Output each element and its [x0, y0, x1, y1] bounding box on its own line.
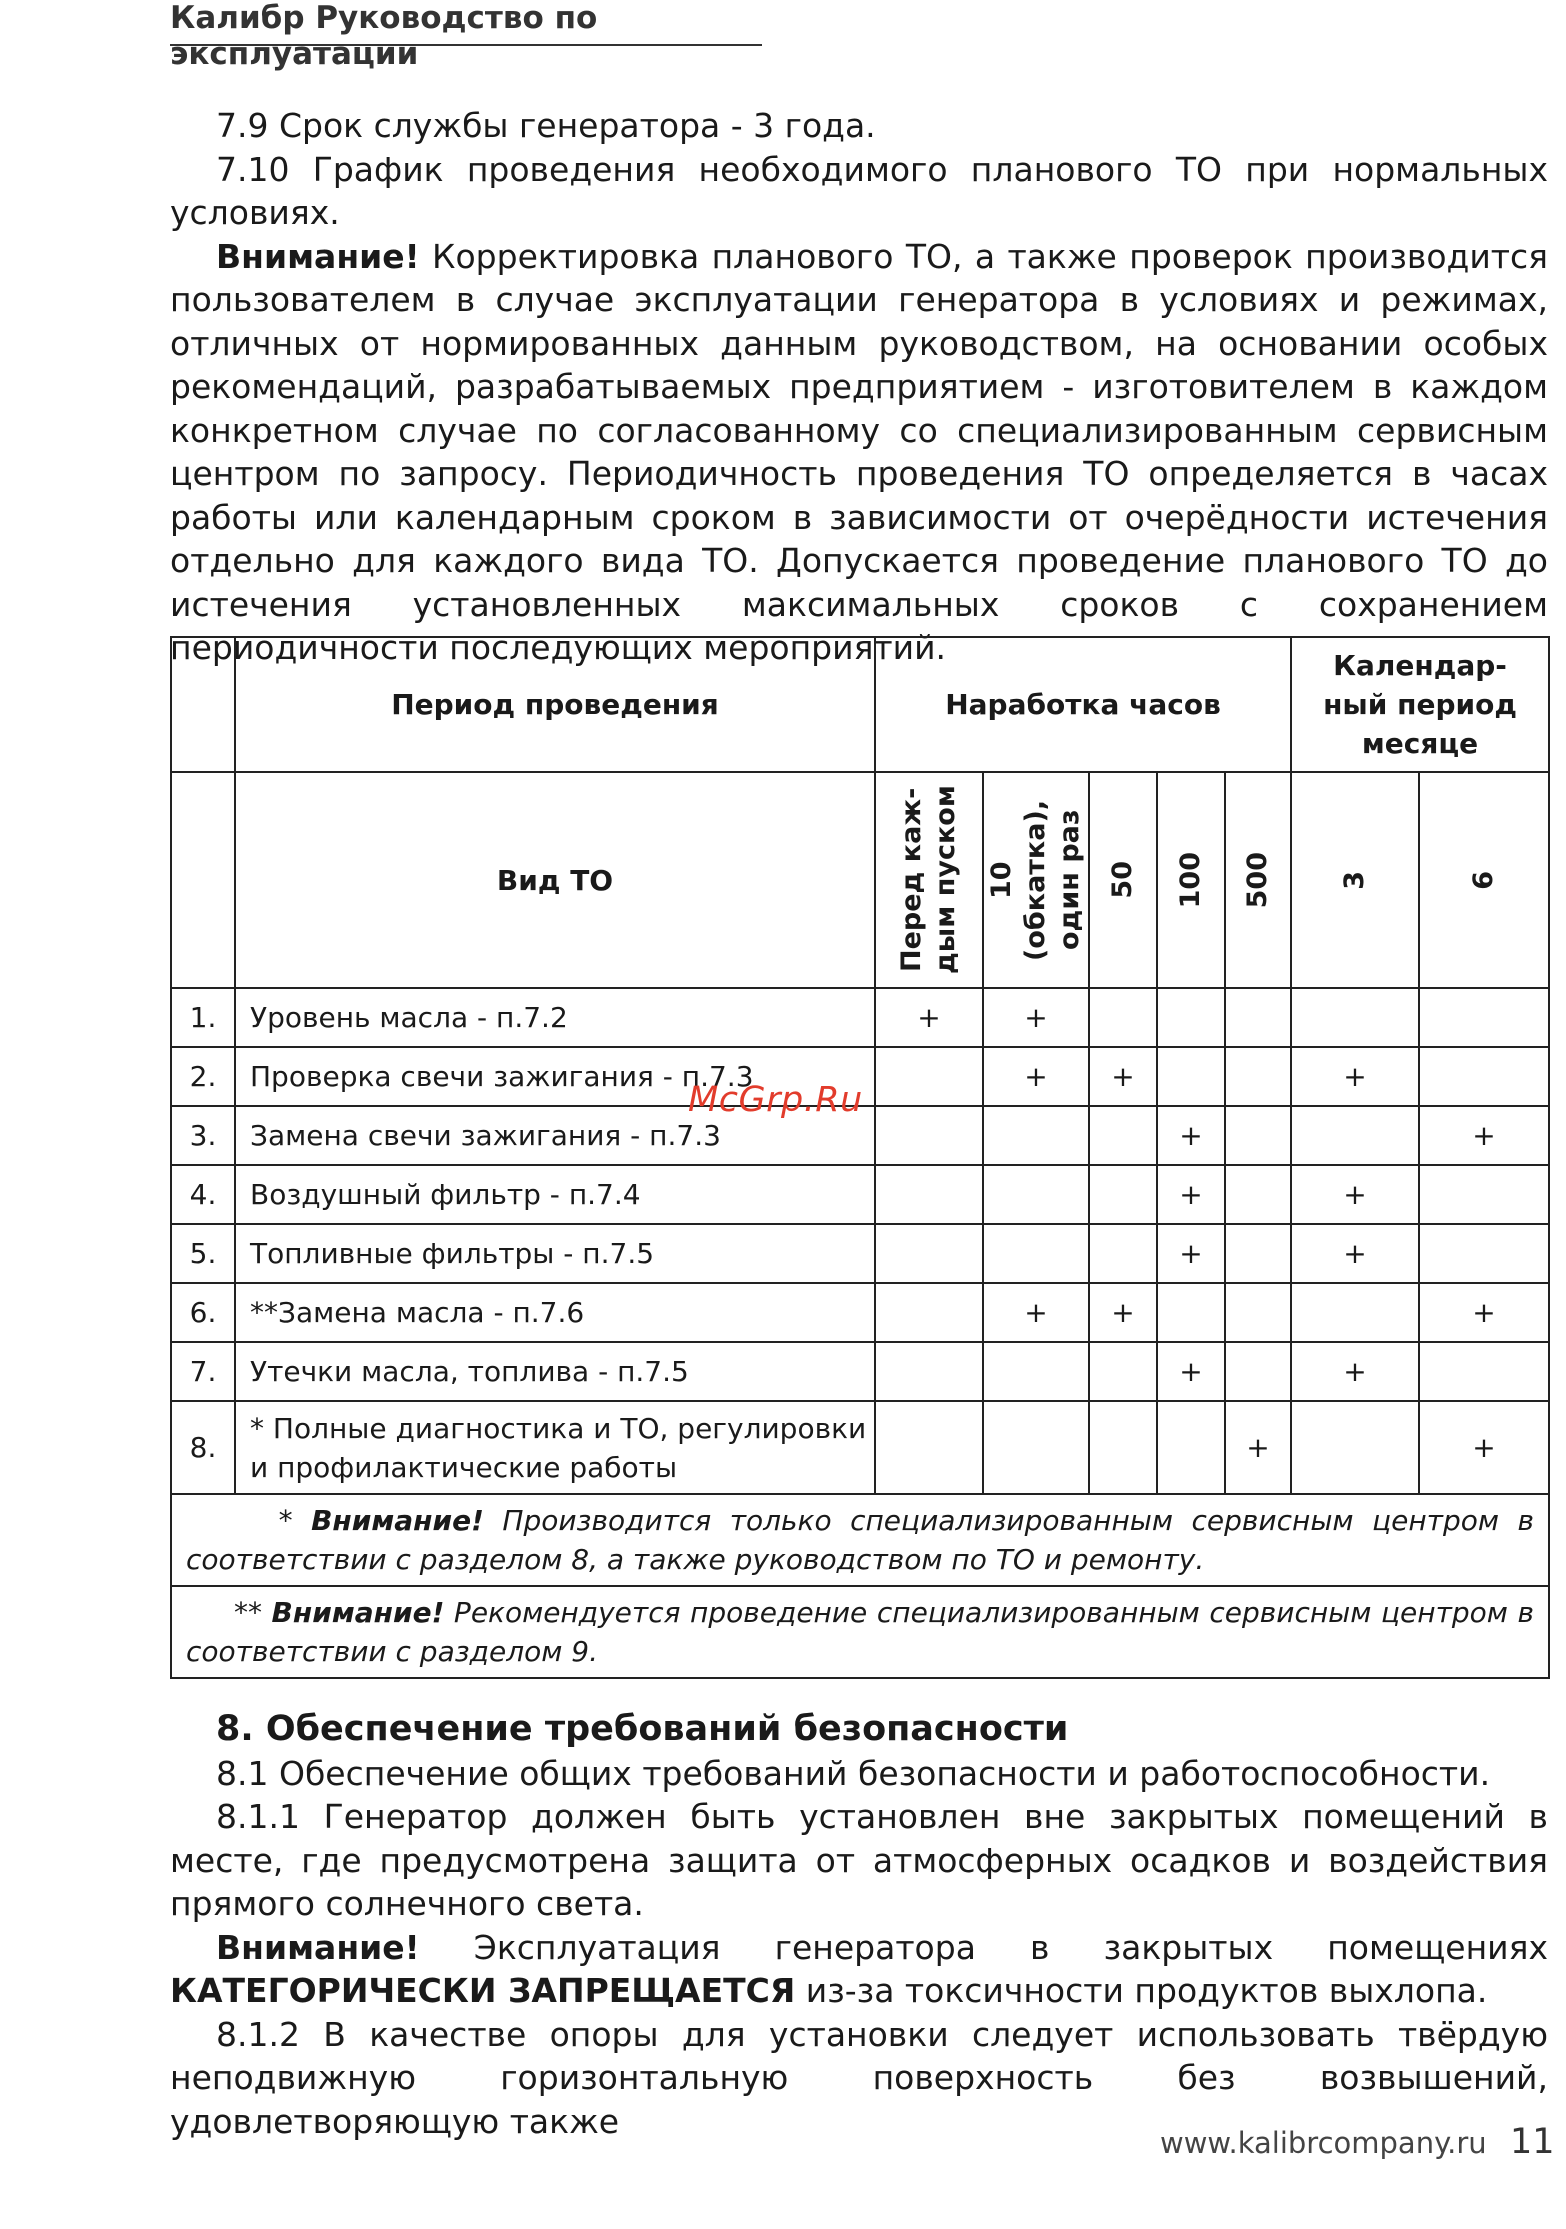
- table-row: [171, 1283, 1549, 1342]
- section-8-attention-text-1: Эксплуатация генератора в закрытых помещениях: [419, 1927, 1548, 1967]
- type-header: Вид ТО: [235, 772, 875, 988]
- footer-url[interactable]: www.kalibrcompany.ru: [1160, 2126, 1487, 2160]
- col-10-header: [983, 772, 1089, 988]
- table-row: [171, 1401, 1549, 1494]
- note-1-label: Внимание!: [311, 1504, 484, 1537]
- schedule-mark: +: [1089, 1283, 1157, 1342]
- schedule-mark: +: [1291, 1165, 1419, 1224]
- schedule-mark: [1225, 1283, 1291, 1342]
- note-2-label: Внимание!: [271, 1596, 445, 1629]
- row-number: 4.: [171, 1165, 235, 1224]
- schedule-mark: [983, 1401, 1089, 1494]
- schedule-mark: [1291, 1106, 1419, 1165]
- maintenance-type: Замена свечи зажигания - п.7.3: [235, 1106, 875, 1165]
- schedule-mark: +: [1157, 1224, 1225, 1283]
- col-500-label: 500: [1242, 851, 1274, 909]
- schedule-mark: [1089, 1224, 1157, 1283]
- note-row-2: [171, 1586, 1549, 1678]
- table-header-row-2: [171, 772, 1549, 988]
- table-body: [171, 988, 1549, 1494]
- schedule-mark: [983, 1106, 1089, 1165]
- col-before-start-header: [875, 772, 983, 988]
- paragraph-8-1-1: 8.1.1 Генератор должен быть установлен вне закрытых помещений в месте, где предусмотрена защита от атмосферных осадков и воздействия прямого солнечного света.: [170, 1797, 1548, 1923]
- schedule-mark: +: [983, 1283, 1089, 1342]
- col-3-header: [1291, 772, 1419, 988]
- maintenance-type: * Полные диагностика и ТО, регулировки и профилактические работы: [235, 1401, 875, 1494]
- intro-section: [170, 104, 1548, 670]
- schedule-mark: +: [1419, 1401, 1549, 1494]
- schedule-mark: [983, 1224, 1089, 1283]
- maintenance-schedule-table: [170, 636, 1550, 1679]
- schedule-mark: [1089, 1165, 1157, 1224]
- schedule-mark: [1157, 1401, 1225, 1494]
- schedule-mark: +: [1291, 1224, 1419, 1283]
- schedule-mark: [1291, 1283, 1419, 1342]
- table-header-row-1: [171, 637, 1549, 772]
- hours-header: Наработка часов: [875, 637, 1291, 772]
- col-100-label: 100: [1175, 851, 1206, 909]
- col-50-label: 50: [1107, 861, 1138, 899]
- schedule-mark: [1157, 1283, 1225, 1342]
- page-number: 11: [1510, 2122, 1555, 2162]
- schedule-mark: +: [1419, 1106, 1549, 1165]
- row-number: 7.: [171, 1342, 235, 1401]
- schedule-mark: [1089, 988, 1157, 1047]
- schedule-mark: +: [983, 988, 1089, 1047]
- schedule-mark: [1419, 1224, 1549, 1283]
- maintenance-type: Уровень масла - п.7.2: [235, 988, 875, 1047]
- maintenance-type: Проверка свечи зажигания - п.7.3: [235, 1047, 875, 1106]
- watermark: McGrp.Ru: [688, 1080, 863, 1120]
- section-8-attention-label: Внимание!: [216, 1927, 420, 1967]
- schedule-mark: [1291, 988, 1419, 1047]
- attention-label: Внимание!: [216, 236, 420, 276]
- note-2-prefix: **: [233, 1596, 272, 1629]
- row-number: 2.: [171, 1047, 235, 1106]
- schedule-mark: [1419, 988, 1549, 1047]
- row-number: 3.: [171, 1106, 235, 1165]
- paragraph-7-9: 7.9 Срок службы генератора - 3 года.: [216, 106, 876, 145]
- col-6-header: [1419, 772, 1549, 988]
- section-8-attention-bold: КАТЕГОРИЧЕСКИ ЗАПРЕЩАЕТСЯ: [170, 1971, 796, 2010]
- table-row: [171, 988, 1549, 1047]
- schedule-mark: [1225, 1165, 1291, 1224]
- section-8-title: 8. Обеспечение требований безопасности: [216, 1709, 1069, 1749]
- col-50-header: [1089, 772, 1157, 988]
- schedule-mark: [875, 1401, 983, 1494]
- note-1: [171, 1494, 1549, 1586]
- maintenance-type: Топливные фильтры - п.7.5: [235, 1224, 875, 1283]
- schedule-mark: +: [1157, 1106, 1225, 1165]
- schedule-mark: +: [1419, 1283, 1549, 1342]
- schedule-mark: [1089, 1342, 1157, 1401]
- schedule-mark: [1089, 1401, 1157, 1494]
- section-8-attention-text-2: из-за токсичности продуктов выхлопа.: [795, 1971, 1488, 2010]
- note-row-1: [171, 1494, 1549, 1586]
- section-8: [170, 1708, 1548, 2143]
- paragraph-8-1: 8.1 Обеспечение общих требований безопасности и работоспособности.: [216, 1753, 1491, 1793]
- maintenance-type: Утечки масла, топлива - п.7.5: [235, 1342, 875, 1401]
- schedule-mark: [1225, 1106, 1291, 1165]
- note-1-prefix: *: [278, 1504, 312, 1537]
- schedule-mark: [1419, 1342, 1549, 1401]
- schedule-mark: +: [1089, 1047, 1157, 1106]
- schedule-mark: +: [1291, 1342, 1419, 1401]
- schedule-mark: [1419, 1165, 1549, 1224]
- table-row: [171, 1342, 1549, 1401]
- schedule-mark: [1225, 1224, 1291, 1283]
- schedule-mark: [875, 1047, 983, 1106]
- row-number: 6.: [171, 1283, 235, 1342]
- schedule-mark: [983, 1342, 1089, 1401]
- schedule-mark: +: [1157, 1165, 1225, 1224]
- schedule-mark: [875, 1165, 983, 1224]
- schedule-mark: [1089, 1106, 1157, 1165]
- col-100-header: [1157, 772, 1225, 988]
- schedule-mark: +: [1291, 1047, 1419, 1106]
- attention-text: Корректировка планового ТО, а также проверок производится пользователем в случае эксплуатации генератора в условиях и режимах, отличных от нормированных данным руководством, на основании особых рекомендаций, разрабатываемых предприятием - изготовителем в каждом конкретном случае по согласованному со специализированным сервисным центром по запросу. Периодичность проведения ТО определяется в часах работы или календарным сроком в зависимости от очерёдности истечения отдельно для каждого вида ТО. Допускается проведение планового ТО до истечения установленных максимальных сроков с сохранением периодичности последующих мероприятий.: [170, 236, 1548, 667]
- schedule-mark: [1225, 1342, 1291, 1401]
- col-before-start-label: Перед каж-дым пуском: [896, 785, 961, 975]
- schedule-mark: [983, 1165, 1089, 1224]
- schedule-mark: +: [983, 1047, 1089, 1106]
- table-row: [171, 1165, 1549, 1224]
- table-corner-cell: [171, 772, 235, 988]
- schedule-mark: [1225, 988, 1291, 1047]
- table-row: [171, 1224, 1549, 1283]
- row-number: 5.: [171, 1224, 235, 1283]
- col-3-label: 3: [1339, 870, 1371, 890]
- schedule-mark: +: [1157, 1342, 1225, 1401]
- note-2: [171, 1586, 1549, 1678]
- paragraph-8-1-2: 8.1.2 В качестве опоры для установки следует использовать твёрдую неподвижную горизонтальную поверхность без возвышений, удовлетворяющую также: [170, 2014, 1548, 2141]
- row-number: 1.: [171, 988, 235, 1047]
- calendar-header: Календар-ный период месяце: [1291, 637, 1549, 772]
- note-1-text: Производится только специализированным сервисным центром в соответствии с разделом 8, а также руководством по ТО и ремонту.: [186, 1504, 1535, 1576]
- table-corner-cell: [171, 637, 235, 772]
- schedule-mark: +: [875, 988, 983, 1047]
- paragraph-7-10: 7.10 График проведения необходимого планового ТО при нормальных условиях.: [170, 149, 1548, 232]
- schedule-mark: [1157, 988, 1225, 1047]
- schedule-mark: [875, 1106, 983, 1165]
- page-header: Калибр Руководство по эксплуатации: [170, 0, 762, 46]
- schedule-mark: [875, 1224, 983, 1283]
- schedule-mark: [1291, 1401, 1419, 1494]
- maintenance-type: Воздушный фильтр - п.7.4: [235, 1165, 875, 1224]
- section-8-attention: [170, 1926, 1548, 2013]
- col-6-label: 6: [1468, 870, 1500, 890]
- schedule-mark: [875, 1342, 983, 1401]
- schedule-mark: [875, 1283, 983, 1342]
- period-header: Период проведения: [235, 637, 875, 772]
- schedule-mark: [1157, 1047, 1225, 1106]
- row-number: 8.: [171, 1401, 235, 1494]
- schedule-mark: [1419, 1047, 1549, 1106]
- note-2-text: Рекомендуется проведение специализированным сервисным центром в соответствии с разделом 9.: [186, 1596, 1535, 1668]
- schedule-mark: [1225, 1047, 1291, 1106]
- col-500-header: [1225, 772, 1291, 988]
- attention-paragraph: [170, 235, 1548, 670]
- maintenance-type: **Замена масла - п.7.6: [235, 1283, 875, 1342]
- schedule-mark: +: [1225, 1401, 1291, 1494]
- col-10-label: 10 (обкатка), один раз: [986, 799, 1085, 961]
